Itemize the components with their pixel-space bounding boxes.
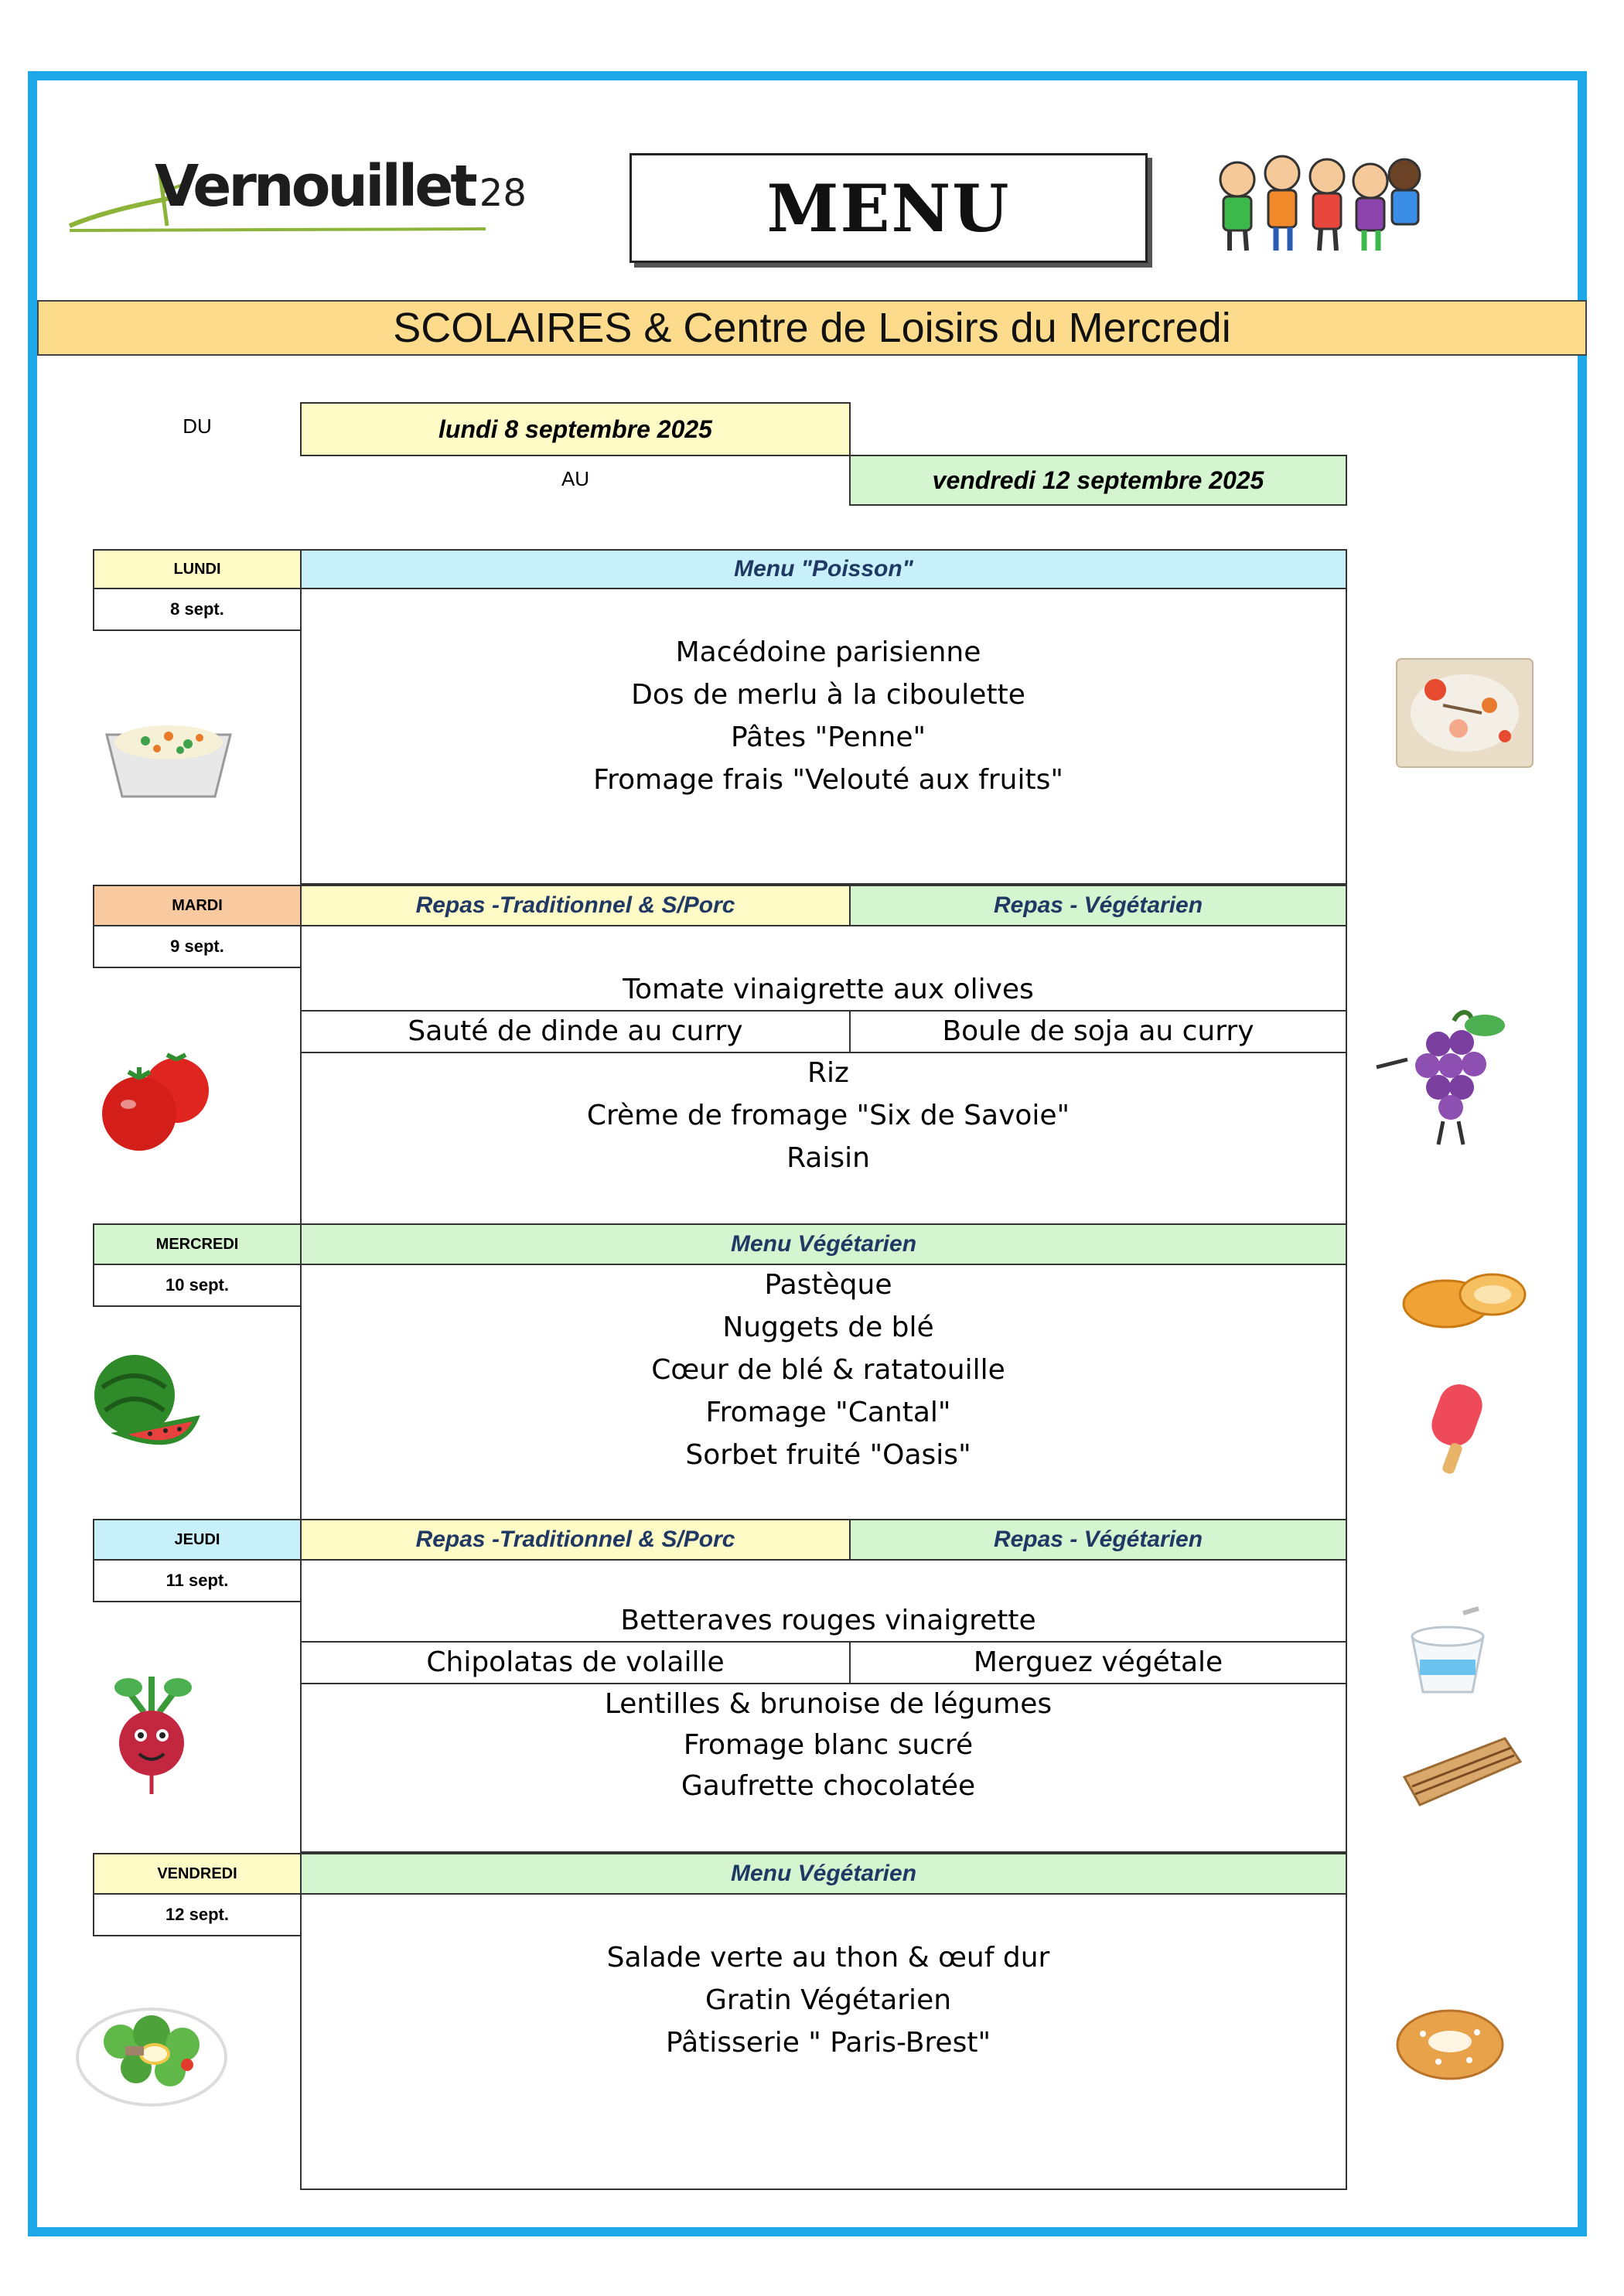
- main-vegetarian: Merguez végétale: [973, 1646, 1223, 1678]
- fish-dish-icon: [1397, 659, 1533, 767]
- day-date-mercredi: 10 sept.: [93, 1264, 302, 1307]
- menu-item: Fromage blanc sucré: [683, 1729, 974, 1761]
- yogurt-icon: [1401, 1605, 1494, 1698]
- menu-item: Riz: [807, 1057, 849, 1089]
- au-label: AU: [561, 467, 590, 490]
- menu-header-mercredi: Menu Végétarien: [300, 1223, 1347, 1265]
- menu-title-box: [629, 153, 1148, 263]
- grapes-icon: [1377, 1005, 1531, 1152]
- logo-text: Vernouillet: [155, 153, 475, 220]
- menu-item: Fromage frais "Velouté aux fruits": [593, 764, 1063, 796]
- children-icon: [1214, 148, 1423, 257]
- paris-brest-icon: [1392, 1995, 1508, 2088]
- menu-header-vegetarian-mardi: Repas - Végétarien: [849, 885, 1347, 926]
- logo-suffix: 28: [479, 172, 527, 215]
- main-traditional: Chipolatas de volaille: [426, 1646, 725, 1678]
- menu-header-traditional-jeudi: Repas -Traditionnel & S/Porc: [300, 1519, 851, 1561]
- menu-item: Pâtes "Penne": [730, 722, 926, 753]
- menu-header-vegetarian-jeudi: Repas - Végétarien: [849, 1519, 1347, 1561]
- menu-item: Gratin Végétarien: [705, 1984, 952, 2016]
- day-date-jeudi: 11 sept.: [93, 1559, 302, 1602]
- subtitle-band: [37, 300, 1587, 356]
- day-name-mercredi: MERCREDI: [93, 1223, 302, 1265]
- menu-item: Salade verte au thon & œuf dur: [606, 1942, 1050, 1974]
- tomato-icon: [91, 1052, 223, 1152]
- starter: Tomate vinaigrette aux olives: [623, 974, 1034, 1005]
- menu-item: Fromage "Cantal": [705, 1397, 951, 1428]
- menu-item: Nuggets de blé: [722, 1312, 934, 1343]
- menu-header-lundi: Menu "Poisson": [300, 549, 1347, 589]
- menu-item: Pastèque: [764, 1269, 892, 1301]
- main-vegetarian: Boule de soja au curry: [942, 1015, 1254, 1047]
- starter: Betteraves rouges vinaigrette: [620, 1605, 1036, 1636]
- menu-header-traditional-mardi: Repas -Traditionnel & S/Porc: [300, 885, 851, 926]
- start-date: lundi 8 septembre 2025: [300, 402, 851, 456]
- menu-header-vendredi: Menu Végétarien: [300, 1853, 1347, 1895]
- end-date: vendredi 12 septembre 2025: [849, 455, 1347, 506]
- main-traditional: Sauté de dinde au curry: [408, 1015, 743, 1047]
- menu-item: Gaufrette chocolatée: [681, 1770, 976, 1802]
- day-date-vendredi: 12 sept.: [93, 1893, 302, 1936]
- menu-title: MENU: [766, 169, 1011, 247]
- logo: [68, 145, 527, 238]
- popsicle-icon: [1424, 1377, 1510, 1477]
- menu-item: Crème de fromage "Six de Savoie": [586, 1100, 1070, 1131]
- menu-item: Pâtisserie " Paris-Brest": [665, 2027, 991, 2059]
- menu-item: Lentilles & brunoise de légumes: [604, 1688, 1053, 1720]
- menu-item: Raisin: [786, 1142, 870, 1174]
- children-illustration: [1214, 148, 1423, 257]
- day-name-lundi: LUNDI: [93, 549, 302, 589]
- nuggets-icon: [1400, 1265, 1531, 1335]
- day-name-mardi: MARDI: [93, 885, 302, 926]
- menu-item: Dos de merlu à la ciboulette: [631, 679, 1025, 711]
- day-date-mardi: 9 sept.: [93, 925, 302, 968]
- menu-item: Macédoine parisienne: [675, 636, 981, 668]
- menu-item: Sorbet fruité "Oasis": [685, 1439, 971, 1471]
- subtitle: SCOLAIRES & Centre de Loisirs du Mercredi: [393, 305, 1231, 351]
- du-label: DU: [183, 415, 212, 438]
- watermelon-icon: [88, 1349, 204, 1457]
- wafer-icon: [1397, 1731, 1528, 1816]
- beet-icon: [97, 1673, 206, 1797]
- day-name-jeudi: JEUDI: [93, 1519, 302, 1561]
- salad-bowl-icon: [74, 1995, 229, 2119]
- menu-item: Cœur de blé & ratatouille: [651, 1354, 1005, 1386]
- day-date-lundi: 8 sept.: [93, 588, 302, 631]
- day-name-vendredi: VENDREDI: [93, 1853, 302, 1895]
- macedoine-tray-icon: [99, 704, 238, 804]
